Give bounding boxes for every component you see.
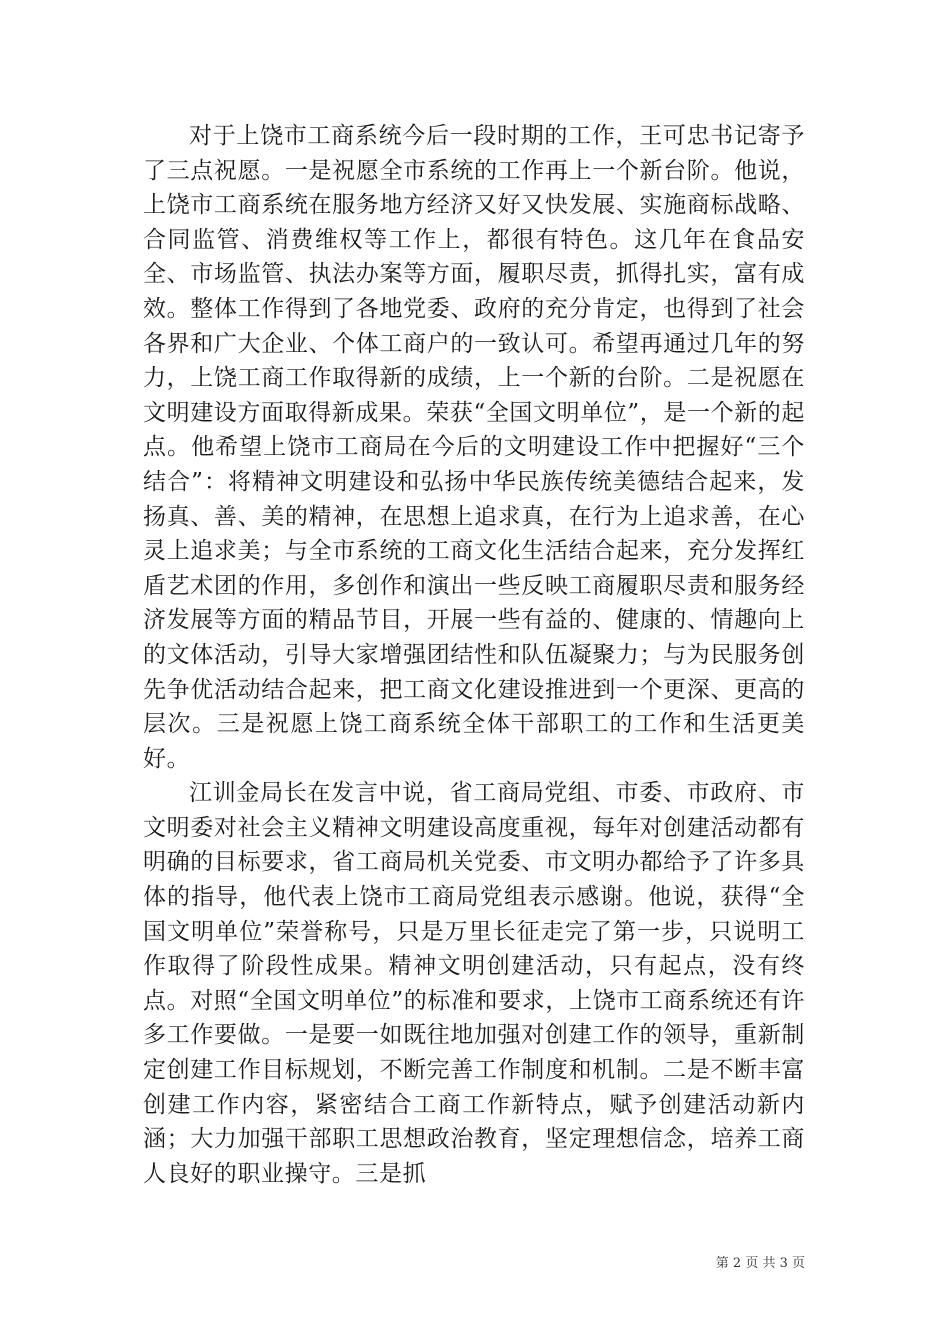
page-footer: 第 2 页 共 3 页 xyxy=(715,1256,805,1271)
body-text xyxy=(143,119,805,1191)
paragraph-1: 对于上饶市工商系统今后一段时期的工作，王可忠书记寄予了三点祝愿。一是祝愿全市系统的工作再上一个新台阶。他说，上饶市工商系统在服务地方经济又好又快发展、实施商标战略、合同监管、消费维权等工作上，都很有特色。这几年在食品安全、市场监管、执法办案等方面，履职尽责，抓得扎实，富有成效。整体工作得到了各地党委、政府的充分肯定，也得到了社会各界和广大企业、个体工商户的一致认可。希望再通过几年的努力，上饶工商工作取得新的成绩，上一个新的台阶。二是祝愿在文明建设方面取得新成果。荣获“全国文明单位”，是一个新的起点。他希望上饶市工商局在今后的文明建设工作中把握好“三个结合”：将精神文明建设和弘扬中华民族传统美德结合起来，发扬真、善、美的精神，在思想上追求真，在行为上追求善，在心灵上追求美；与全市系统的工商文化生活结合起来，充分发挥红盾艺术团的作用，多创作和演出一些反映工商履职尽责和服务经济发展等方面的精品节目，开展一些有益的、健康的、情趣向上的文体活动，引导大家增强团结性和队伍凝聚力；与为民服务创先争优活动结合起来，把工商文化建设推进到一个更深、更高的层次。三是祝愿上饶工商系统全体干部职工的工作和生活更美好。 xyxy=(143,123,805,772)
paragraph-2: 江训金局长在发言中说，省工商局党组、市委、市政府、市文明委对社会主义精神文明建设高度重视，每年对创建活动都有明确的目标要求，省工商局机关党委、市文明办都给予了许多具体的指导，他代表上饶市工商局党组表示感谢。他说，获得“全国文明单位”荣誉称号，只是万里长征走完了第一步，只说明工作取得了阶段性成果。精神文明创建活动，只有起点，没有终点。对照“全国文明单位”的标准和要求，上饶市工商系统还有许多工作要做。一是要一如既往地加强对创建工作的领导，重新制定创建工作目标规划，不断完善工作制度和机制。二是不断丰富创建工作内容，紧密结合工商工作新特点，赋予创建活动新内涵；大力加强干部职工思想政治教育，坚定理想信念，培养工商人良好的职业操守。三是抓 xyxy=(143,780,805,1187)
